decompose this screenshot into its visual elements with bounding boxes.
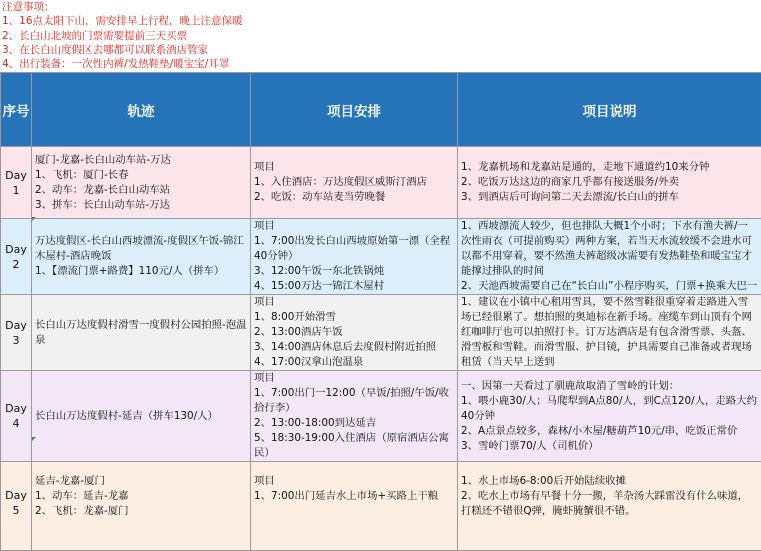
- description-cell: [458, 371, 761, 462]
- plan-cell: [251, 371, 458, 462]
- plan-line: 2、13:00-18:00到达延吉: [254, 416, 454, 431]
- plan-line: 3、12:00午饭一东北铁锅炖: [254, 264, 454, 279]
- description-line: 3、雪岭门票70/人（司机价）: [461, 439, 758, 454]
- route-line: 2、动车：龙嘉-长白山动车站: [35, 183, 247, 198]
- notes-section: [2, 0, 759, 71]
- description-cell: [458, 147, 761, 219]
- table-row: [1, 295, 761, 371]
- plan-line: 2、吃饭：动车站麦当劳晚餐: [254, 190, 454, 205]
- description-line: 1、西坡漂流人较少，但也排队大概1个小时；下水有渔夫裤/一次性雨衣（可提前购买）两种方案，若当天水流较缓不会进水可以都不用穿着，要不然渔夫裤超级冰需要有发热鞋垫和暖宝宝才能撑过排队的时间: [461, 219, 758, 279]
- cell-comment-marker: [32, 437, 36, 441]
- plan-line: 3、14:00酒店休息后去度假村附近拍照: [254, 340, 454, 355]
- description-line: 3、到酒店后可询问第二天去漂流/长白山的拼车: [461, 190, 758, 205]
- route-cell: [32, 219, 251, 295]
- description-line: 1、水上市场6-8:00后开始陆续收摊: [461, 474, 758, 489]
- route-cell: [32, 147, 251, 219]
- note-item: 3、在长白山度假区去哪都可以联系酒店管家: [2, 43, 759, 57]
- plan-line: 项目: [254, 295, 454, 310]
- description-line: 2、吃水上市场有早餐十分一搬，羊杂汤大踩雷没有什么味道，打糕还不错很Q弹，腌虾腌蟹很不错。: [461, 489, 758, 519]
- day-cell: Day 4: [1, 371, 32, 462]
- description-line: 一、因第一天看过了驯鹿故取消了雪岭的计划：: [461, 379, 758, 394]
- header-route: 轨迹: [32, 73, 251, 147]
- plan-line: 项目: [254, 219, 454, 234]
- table-header-row: [1, 73, 761, 147]
- route-cell: [32, 295, 251, 371]
- route-line: 3、拼车：长白山动车站-万达: [35, 198, 247, 213]
- plan-cell: [251, 295, 458, 371]
- route-line: 1、动车：延吉-龙嘉: [35, 489, 247, 504]
- note-item: 1、16点太阳下山，需安排早上行程，晚上注意保暖: [2, 14, 759, 28]
- plan-cell: [251, 462, 458, 551]
- day-cell: Day 1: [1, 147, 32, 219]
- route-line: 万达度假区-长白山西坡漂流-度假区午饭-锦江木屋村-酒店晚饭: [35, 234, 247, 264]
- description-line: 1、喂小鹿30/人；马爬犁到A点80/人，到C点120/人，走路大约40分钟: [461, 394, 758, 424]
- header-plan: 项目安排: [251, 73, 458, 147]
- plan-line: 4、17:00汉拿山泡温泉: [254, 355, 454, 370]
- day-cell: Day 5: [1, 462, 32, 551]
- table-row: [1, 147, 761, 219]
- route-line: 1、【漂流门票+路费】110元/人（拼车）: [35, 264, 247, 279]
- description-line: 2、天池西坡需要自己在“长白山”小程序购买，门票+换乘大巴一: [461, 279, 758, 294]
- cell-comment-marker: [32, 217, 36, 221]
- description-cell: [458, 219, 761, 295]
- plan-line: 4、15:00万达一锦江木屋村: [254, 279, 454, 294]
- plan-line: 5、18:30-19:00入住酒店（原宿酒店公寓民）: [254, 431, 454, 461]
- plan-line: 2、13:00酒店午饭: [254, 325, 454, 340]
- plan-line: 项目: [254, 474, 454, 489]
- description-cell: [458, 295, 761, 371]
- plan-cell: [251, 219, 458, 295]
- plan-line: 项目: [254, 160, 454, 175]
- note-item: 2、长白山北坡的门票需要提前三天买票: [2, 29, 759, 43]
- route-line: 厦门-龙嘉-长白山动车站-万达: [35, 153, 247, 168]
- description-line: 1、建议在小镇中心租用雪具，要不然雪鞋很重穿着走路进入雪场已经很累了。想拍照的奥迪标在新手场。座缆车到山顶有个网红咖啡厅也可以拍照打卡。订万达酒店是有包含滑雪票、头盔、滑雪板和雪鞋。而滑雪服、护目镜，护具需要自己准备或者现场租赁（当天早上送到: [461, 295, 758, 370]
- description-line: 2、吃饭万达这边的商家几乎都有接送服务/外卖: [461, 175, 758, 190]
- table-row: [1, 219, 761, 295]
- route-line: 2、飞机：龙嘉-厦门: [35, 504, 247, 519]
- description-cell: [458, 462, 761, 551]
- route-line: 长白山万达度假村-延吉（拼车130/人）: [35, 409, 247, 424]
- route-line: 延吉-龙嘉-厦门: [35, 474, 247, 489]
- plan-line: 1、7:00出发长白山西坡原始第一漂（全程40分钟）: [254, 234, 454, 264]
- route-cell: [32, 371, 251, 462]
- day-cell: Day 3: [1, 295, 32, 371]
- description-line: 2、A点景点较多，森林/小木屋/糖葫芦10元/串，吃饭正常价: [461, 424, 758, 439]
- day-cell: Day 2: [1, 219, 32, 295]
- note-item: 4、出行装备：一次性内裤/发热鞋垫/暖宝宝/耳罩: [2, 57, 759, 71]
- table-row: [1, 462, 761, 551]
- description-line: 1、龙嘉机场和龙嘉站是通的，走地下通道约10来分钟: [461, 160, 758, 175]
- header-index: 序号: [1, 73, 32, 147]
- itinerary-table: [0, 72, 761, 551]
- plan-line: 1、8:00开始滑雪: [254, 310, 454, 325]
- notes-title: 注意事项：: [2, 0, 759, 14]
- route-cell: [32, 462, 251, 551]
- plan-cell: [251, 147, 458, 219]
- plan-line: 项目: [254, 371, 454, 386]
- route-line: 长白山万达度假村滑雪一度假村公园拍照-泡温泉: [35, 318, 247, 348]
- plan-line: 1、入住酒店：万达度假区威斯汀酒店: [254, 175, 454, 190]
- plan-line: 1、7:00出门延吉水上市场+买路上干粮: [254, 489, 454, 504]
- route-line: 1、飞机：厦门-长春: [35, 168, 247, 183]
- table-row: [1, 371, 761, 462]
- header-description: 项目说明: [458, 73, 761, 147]
- plan-line: 1、7:00出门一12:00（早饭/拍照/午饭/收拾行李）: [254, 386, 454, 416]
